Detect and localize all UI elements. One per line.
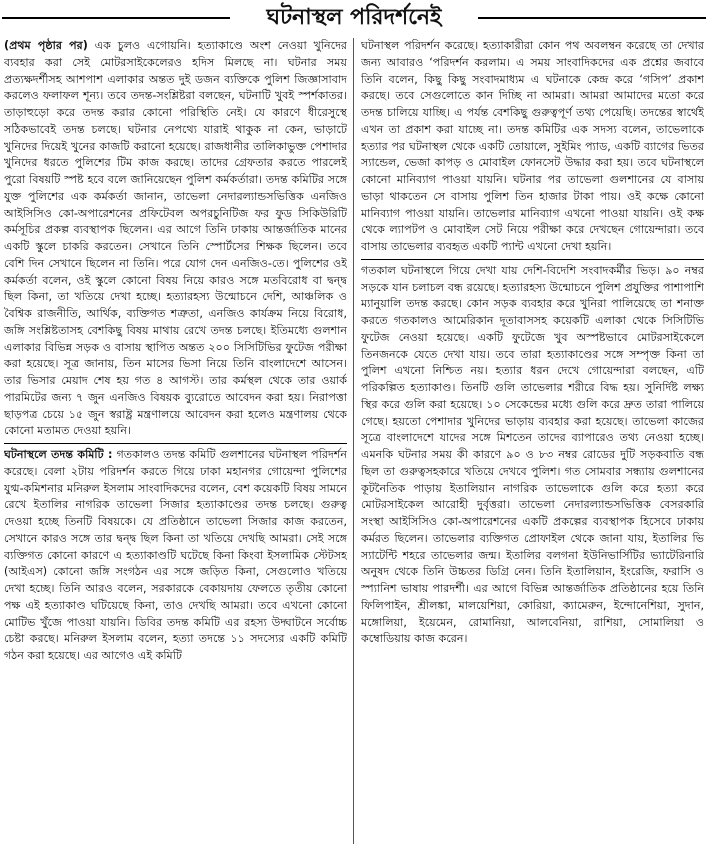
continued-from-label: (প্রথম পৃষ্ঠার পর) [4, 39, 88, 52]
column-divider [353, 38, 354, 844]
headline: ঘটনাস্থল পরিদর্শনেই [266, 5, 442, 30]
article-paragraph [4, 447, 347, 665]
paragraph-text: গতকাল ঘটনাস্থলে গিয়ে দেখা যায় দেশি-বিদেশি সংবাদকর্মীর ভিড়। ৯০ নম্বর সড়কে যান চলাচল বন্ধ রয়েছে। হত্যারহস্য উন্মোচনে পুলিশ প্রযুক্তির পাশাপাশি ম্যানুয়ালি তদন্ত করছে। কোন সড়ক ব্যবহার করে খুনিরা পালিয়েছে তা শনাক্ত করতে গতকালও আমেরিকান দূতাবাসসহ কয়েকটি এলাকা থেকে সিসিটিভি ফুটেজ নেওয়া হয়েছে। একটি ফুটেজে খুব অস্পষ্টভাবে মোটরসাইকেলে তিনজনকে যেতে দেখা যায়। তবে তারা হত্যাকাণ্ডের সঙ্গে সম্পৃক্ত কিনা তা পুলিশ এখনো নিশ্চিত নয়। হত্যার ধরন দেখে গোয়েন্দারা বলছেন, এটি পরিকল্পিত হত্যাকাণ্ড। তিনটি গুলি তাভেলার শরীরে বিদ্ধ হয়। সুনির্দিষ্ট লক্ষ্য স্থির করে গুলি করা হয়েছে। ১০ সেকেন্ডের মধ্যে গুলি করে দ্রুত তারা পালিয়ে গেছে। হয়তো পেশাদার খুনিদের ভাড়ায় ব্যবহার করা হয়েছে। তাভেলা কাজের সূত্রে বাংলাদেশে যাদের সঙ্গে মিশতেন তাদের ব্যাপারেও তথ্য নেওয়া হচ্ছে। এমনকি ঘটনার সময় কী কারণে ৯০ ও ৮৩ নম্বর রোডের দুটি সড়কবাতি বন্ধ ছিল তা গুরুত্বসহকারে খতিয়ে দেখবে পুলিশ। গত সোমবার সন্ধ্যায় গুলশানের কূটনৈতিক পাড়ায় ইতালিয়ান নাগরিক তাভেলাকে গুলি করে হত্যা করে মোটরসাইকেল আরোহী দুর্বৃত্তরা। তাভেলা নেদারল্যান্ডসভিত্তিক বেসরকারি সংস্থা আইসিসিও কো-অপারেশনের একটি প্রকল্পের ব্যবস্থাপক হিসেবে ঢাকায় কর্মরত ছিলেন। তাভেলার ব্যক্তিগত প্রোফাইল থেকে জানা যায়, ইতালির ভি স্যাটেন্টি শহরে তাভেলার জন্ম। ইতালির বলগনা ইউনিভার্সিটির ভ্যাটেরিনারি অনুষদ থেকে তিনি উচ্চতর ডিগ্রি নেন। তিনি ইতালিয়ান, ইংরেজি, ফরাসি ও স্প্যানিশ ভাষায় পারদর্শী। এর আগে বিভিন্ন আন্তর্জাতিক প্রতিষ্ঠানের হয়ে তিনি ফিলিপাইন, শ্রীলঙ্কা, মালয়েশিয়া, কোরিয়া, ক্যামেরুন, ইন্দোনেশিয়া, সুদান, মঙ্গোলিয়া, ইয়েমেন, রোমানিয়া, আলবেনিয়া, রাশিয়া, সোমালিয়া ও কম্বোডিয়ায় কাজ করেন। [361, 263, 704, 646]
subheading: ঘটনাস্থলে তদন্ত কমিটি : [4, 448, 113, 461]
section-divider [361, 259, 704, 260]
page-header [0, 0, 708, 36]
paragraph-text: গতকালও তদন্ত কমিটি গুলশানের ঘটনাস্থল পরিদর্শন করেছে। বেলা ২টায় পরিদর্শন করতে গিয়ে ঢাকা মহানগর গোয়েন্দা পুলিশের যুগ্ম-কমিশনার মনিরুল ইসলাম সাংবাদিকদের বলেন, বেশ কয়েকটি বিষয় সামনে রেখে ইতালির নাগরিক তাভেলা সিজার হত্যাকাণ্ডের তদন্ত চলছে। গুরুত্ব দেওয়া হচ্ছে তিনটি বিষয়কে। যে প্রতিষ্ঠানে তাভেলা সিজার কাজ করতেন, সেখানে কারও সঙ্গে তার দ্বন্দ্ব ছিল কিনা তা খতিয়ে দেখছি আমরা। সেই সঙ্গে ব্যক্তিগত কোনো কারণে এ হত্যাকাণ্ডটি ঘটেছে কিনা কিংবা ইসলামিক স্টেটসহ (আইএস) কোনো জঙ্গি সংগঠন এর সঙ্গে জড়িত কিনা, সেগুলোও খতিয়ে দেখা হচ্ছে। তিনি আরও বলেন, সরকারকে বেকায়দায় ফেলতে তৃতীয় কোনো পক্ষ এই হত্যাকাণ্ড ঘটিয়েছে কিনা, তাও দেখছি আমরা। তবে এখনো কোনো মোটিভ খুঁজে পাওয়া যায়নি। ডিবির তদন্ত কমিটি এর রহস্য উদ্ঘাটনে সর্বোচ্চ চেষ্টা করছে। মনিরুল ইসলাম বলেন, হত্যা তদন্তে ১১ সদস্যের একটি কমিটি গঠন করা হয়েছে। এর আগেও এই কমিটি [4, 448, 347, 662]
header-rule-right [478, 17, 706, 19]
article-paragraph [4, 38, 347, 440]
paragraph-text: এক চুলও এগোয়নি। হত্যাকাণ্ডে অংশ নেওয়া খুনিদের ব্যবহার করা সেই মোটরসাইকেলেরও হদিস মিলছে না। ঘটনার সময় প্রত্যক্ষদর্শীসহ আশপাশ এলাকার অন্তত দুই ডজন ব্যক্তিকে পুলিশ জিজ্ঞাসাবাদ করলেও ফলাফল শূন্য। তবে তদন্ত-সংশ্লিষ্টরা বলছেন, ঘটনাটি খুবই স্পর্শকাতর। তাড়াহুড়ো করে তদন্ত করার কোনো পরিস্থিতি নেই। যে কারণে ধীরেসুস্থে সঠিকভাবেই তদন্ত চলছে। ঘটনার নেপথ্যে যারাই থাকুক না কেন, ভাড়াটে খুনিদের দিয়েই খুনের কাজটি করানো হয়েছে। রাজধানীর তালিকাভুক্ত পেশাদার খুনিদের ধরতে পুলিশের টিম কাজ করছে। তাদের গ্রেফতার করতে পারলেই পুরো বিষয়টি স্পষ্ট হবে বলে জানিয়েছেন পুলিশ কর্মকর্তারা। তদন্ত কমিটির সঙ্গে যুক্ত পুলিশের এক কর্মকর্তা জানান, তাভেলা নেদারল্যান্ডসভিত্তিক এনজিও আইসিসিও কো-অপারেশনের প্রফিটেবল অপরচুনিটিজ ফর ফুড সিকিউরিটি কর্মসূচির প্রকল্প ব্যবস্থাপক ছিলেন। এর আগে তিনি ঢাকায় আন্তর্জাতিক মানের একটি স্কুলে চাকরি করতেন। সেখানে তিনি স্পোর্টসের শিক্ষক ছিলেন। তবে বেশি দিন সেখানে ছিলেন না তিনি। পরে যোগ দেন এনজিও-তে। পুলিশের ওই কর্মকর্তা বলেন, ওই স্কুলে কোনো বিষয় নিয়ে কারও সঙ্গে মতবিরোধ বা দ্বন্দ্ব ছিল কিনা, তা খতিয়ে দেখা হচ্ছে। হত্যারহস্য উন্মোচনে দেশি, আঞ্চলিক ও বৈশ্বিক রাজনীতি, আর্থিক, ব্যক্তিগত শত্রুতা, এনজিও কার্যক্রম নিয়ে বিরোধ, জঙ্গি সংশ্লিষ্টতাসহ বেশকিছু বিষয় মাথায় রেখে তদন্ত চলছে। ইতিমধ্যে গুলশান এলাকার বিভিন্ন সড়ক ও বাসায় স্থাপিত অন্তত ২০০ সিসিটিভির ফুটেজ পরীক্ষা করা হয়েছে। সূত্র জানায়, তিন মাসের ভিসা নিয়ে তিনি বাংলাদেশে আসেন। তার ভিসার মেয়াদ শেষ হয় গত ৪ আগস্ট। তার কর্মস্থল থেকে তার ওয়ার্ক পারমিটের জন্য ৭ জুন এনজিও বিষয়ক ব্যুরোতে আবেদন করা হয়। নিরাপত্তা ছাড়পত্র চেয়ে ১৫ জুন স্বরাষ্ট্র মন্ত্রণালয়ে আবেদন করা হলেও মন্ত্রণালয় থেকে কোনো মতামত দেওয়া হয়নি। [4, 39, 347, 438]
article-paragraph [361, 263, 704, 648]
section-divider [4, 443, 347, 444]
header-rule-left [2, 17, 230, 19]
left-column [4, 38, 347, 844]
right-column [361, 38, 704, 844]
article-paragraph [361, 38, 704, 256]
paragraph-text: ঘটনাস্থল পরিদর্শন করেছে। হত্যাকারীরা কোন পথ অবলম্বন করেছে তা দেখার জন্য আবারও ‘পরিদর্শন করলাম। এ সময় সাংবাদিকদের এক প্রশ্নের জবাবে তিনি বলেন, কিছু কিছু সংবাদমাধ্যম এ ঘটনাকে কেন্দ্র করে ‘গসিপ’ প্রকাশ করছে। তবে সেগুলোতে কান দিচ্ছি না আমরা। আমরা আমাদের মতো করে তদন্ত চালিয়ে যাচ্ছি। এ পর্যন্ত বেশকিছু গুরুত্বপূর্ণ তথ্য পেয়েছি। তদন্তের স্বার্থেই এখন তা প্রকাশ করা যাচ্ছে না। তদন্ত কমিটির এক সদস্য বলেন, তাভেলাকে হত্যার পর ঘটনাস্থল থেকে একটি তোয়ালে, সুইমিং প্যাড, একটি ব্যাগের ভিতর স্যান্ডেল, ভেজা কাপড় ও মোবাইল ফোনসেট উদ্ধার করা হয়। তবে ঘটনাস্থলে কোনো মানিব্যাগ পাওয়া যায়নি। ঘটনার পর তাভেলা গুলশানের যে বাসায় ভাড়া থাকতেন সে বাসায় পুলিশ তিন হাজার টাকা পায়। ওই কক্ষে কোনো মানিব্যাগ পাওয়া যায়নি। তাভেলার মানিব্যাগ এখনো পাওয়া যায়নি। ওই কক্ষ থেকে ল্যাপটপ ও মোবাইল সেট নিয়ে পরীক্ষা করে দেখছেন গোয়েন্দারা। তবে বাসায় তাভেলার ব্যবহৃত একটি প্যান্ট এখনো দেখা হয়নি। [361, 39, 704, 253]
